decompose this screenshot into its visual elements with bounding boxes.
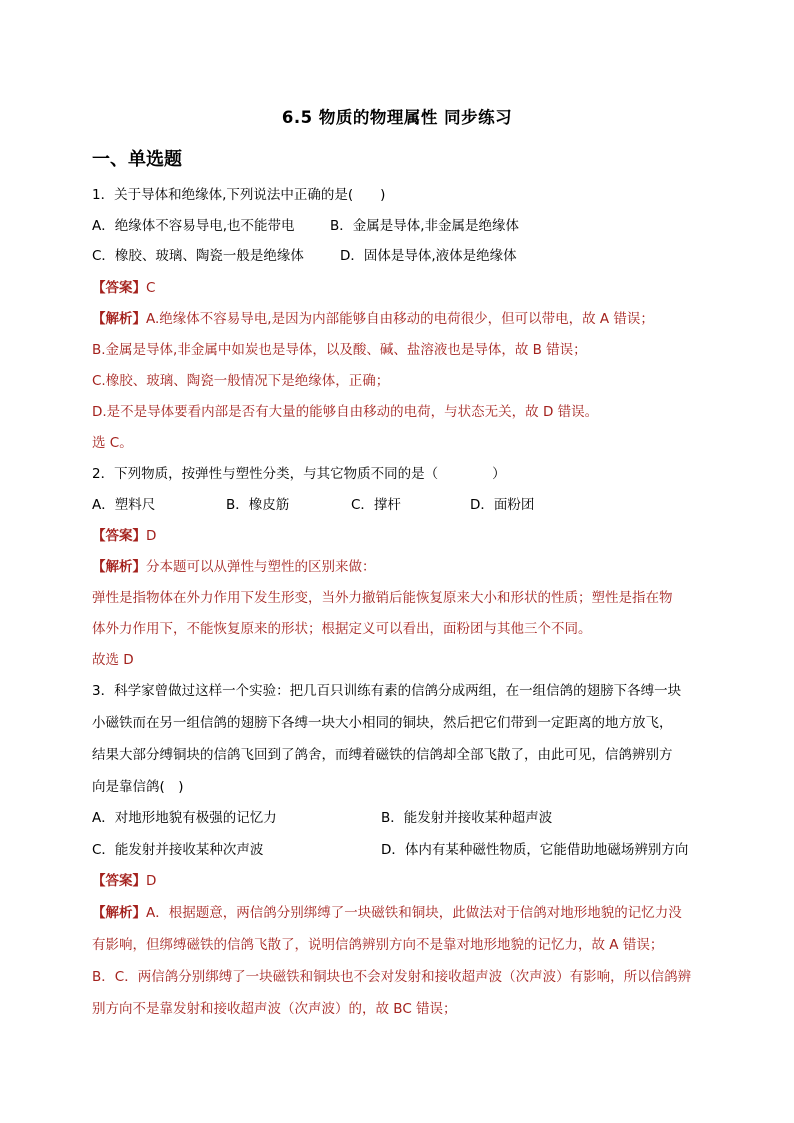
q1-option-c: C．橡胶、玻璃、陶瓷一般是绝缘体 [92, 248, 304, 264]
q1-analysis-text: A.绝缘体不容易导电,是因为内部能够自由移动的电荷很少，但可以带电，故 A 错误； [146, 311, 654, 327]
q2-analysis-line: 体外力作用下，不能恢复原来的形状；根据定义可以看出，面粉团与其他三个不同。 [92, 621, 592, 637]
q2-analysis-line: 弹性是指物体在外力作用下发生形变，当外力撤销后能恢复原来大小和形状的性质；塑性是指在物 [92, 590, 673, 606]
analysis-tag: 【解析】 [92, 559, 146, 575]
q3-stem-line: 结果大部分缚铜块的信鸽飞回到了鸽舍，而缚着磁铁的信鸽却全部飞散了，由此可见，信鸽辨别方 [92, 747, 673, 763]
q3-answer [92, 871, 156, 891]
answer-tag: 【答案】 [92, 528, 146, 544]
analysis-tag: 【解析】 [92, 905, 146, 921]
section-heading: 一、单选题 [92, 149, 182, 170]
page-title: 6.5 物质的物理属性 同步练习 [281, 108, 513, 127]
q2-answer-value: D [146, 528, 157, 544]
q2-option-a: A．塑料尺 [92, 497, 156, 513]
q3-option-a: A．对地形地貌有极强的记忆力 [92, 810, 277, 826]
q1-analysis-line: D.是不是导体要看内部是否有大量的能够自由移动的电荷，与状态无关，故 D 错误。 [92, 404, 599, 420]
q1-analysis-line: B.金属是导体,非金属中如炭也是导体，以及酸、碱、盐溶液也是导体，故 B 错误； [92, 342, 587, 358]
q3-option-d: D．体内有某种磁性物质，它能借助地磁场辨别方向 [381, 842, 689, 858]
q3-stem-line: 向是靠信鸽( ) [92, 779, 184, 795]
q3-analysis-line: 有影响，但绑缚磁铁的信鸽飞散了，说明信鸽辨别方向不是靠对地形地貌的记忆力，故 A 错误； [92, 937, 664, 953]
q2-analysis-line [92, 557, 376, 577]
q2-option-c: C．撑杆 [351, 497, 401, 513]
q2-option-b: B．橡皮筋 [226, 497, 290, 513]
q3-stem-line: 3．科学家曾做过这样一个实验：把几百只训练有素的信鸽分成两组，在一组信鸽的翅膀下各缚一块 [92, 683, 682, 699]
q1-answer [92, 278, 155, 298]
q3-answer-value: D [146, 873, 157, 889]
q2-conclusion: 故选 D [92, 652, 134, 668]
q3-analysis-line [92, 903, 682, 923]
q3-analysis-line: B．C．两信鸽分别绑缚了一块磁铁和铜块也不会对发射和接收超声波（次声波）有影响，所以信鸽辨 [92, 969, 692, 985]
q2-analysis-text: 分本题可以从弹性与塑性的区别来做： [146, 559, 376, 575]
answer-tag: 【答案】 [92, 873, 146, 889]
q1-analysis-line [92, 309, 654, 329]
q1-stem: 1．关于导体和绝缘体,下列说法中正确的是( ) [92, 187, 386, 203]
q3-stem-line: 小磁铁而在另一组信鸽的翅膀下各缚一块大小相同的铜块，然后把它们带到一定距离的地方放飞， [92, 715, 673, 731]
q1-conclusion: 选 C。 [92, 435, 133, 451]
q1-analysis-line: C.橡胶、玻璃、陶瓷一般情况下是绝缘体，正确； [92, 373, 390, 389]
analysis-tag: 【解析】 [92, 311, 146, 327]
q3-option-b: B．能发射并接收某种超声波 [381, 810, 553, 826]
q2-answer [92, 526, 156, 546]
answer-tag: 【答案】 [92, 280, 146, 296]
q1-answer-value: C [146, 280, 156, 296]
q3-analysis-line: 别方向不是靠发射和接收超声波（次声波）的，故 BC 错误； [92, 1001, 457, 1017]
q1-option-a: A．绝缘体不容易导电,也不能带电 [92, 218, 295, 234]
q2-stem: 2．下列物质，按弹性与塑性分类，与其它物质不同的是（ ） [92, 466, 506, 482]
q3-analysis-text: A．根据题意，两信鸽分别绑缚了一块磁铁和铜块，此做法对于信鸽对地形地貌的记忆力没 [146, 905, 682, 921]
q1-option-b: B．金属是导体,非金属是绝缘体 [330, 218, 520, 234]
q1-option-d: D．固体是导体,液体是绝缘体 [340, 248, 517, 264]
q2-option-d: D．面粉团 [470, 497, 535, 513]
q3-option-c: C．能发射并接收某种次声波 [92, 842, 264, 858]
